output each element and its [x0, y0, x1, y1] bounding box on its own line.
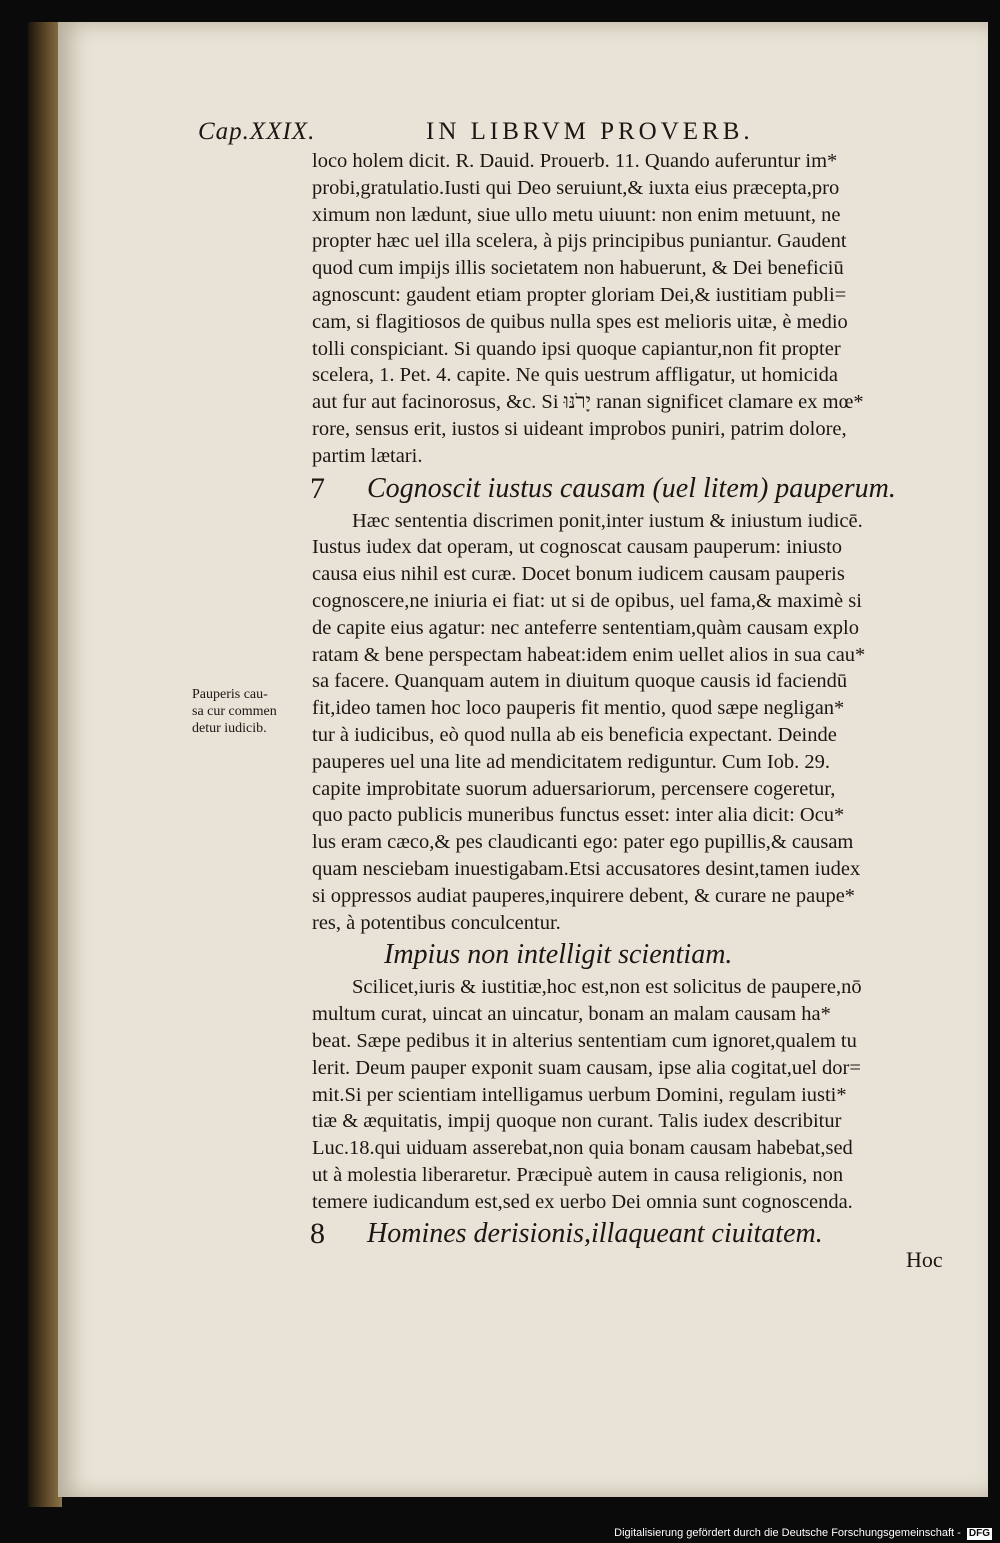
body-text [312, 148, 962, 1253]
margin-note-line: detur iudicib. [192, 721, 267, 736]
text-line: Scilicet,iuris & iustitiæ,hoc est,non est solicitus de paupere,nō [352, 976, 862, 999]
text-line: loco holem dicit. R. Dauid. Prouerb. 11. Quando auferuntur im* [312, 150, 838, 172]
margin-note-line: Pauperis cau- [192, 687, 268, 702]
text-line: cognoscere,ne iniuria ei fiat: ut si de opibus, uel fama,& maximè si [312, 589, 862, 612]
text-line: multum curat, uincat an uincatur, bonam an malam causam ha* [312, 1003, 831, 1026]
running-title: IN LIBRVM PROVERB. [426, 118, 754, 145]
dfg-logo: DFG [968, 1528, 990, 1539]
text-line: tolli conspiciant. Si quando ipsi quoque capiantur,non fit propter [312, 337, 841, 360]
chapter-label: Cap.XXIX. [198, 118, 316, 145]
text-line: probi,gratulatio.Iusti qui Deo seruiunt,& iuxta eius præcepta,pro [312, 176, 840, 199]
text-line: quam nesciebam inuestigabam.Etsi accusatores desint,tamen iudex [312, 857, 861, 880]
text-line: Hæc sententia discrimen ponit,inter iustum & iniustum iudicē. [352, 509, 863, 532]
text-line: cam, si flagitiosos de quibus nulla spes est melioris uitæ, è medio [312, 310, 848, 333]
text-line: res, à potentibus conculcentur. [312, 911, 561, 934]
text-line: pauperes uel una lite ad mendicitatem rediguntur. Cum Iob. 29. [312, 750, 831, 773]
margin-note [192, 686, 312, 737]
text-line: Luc.18.qui uiduam asserebat,non quia bonam causam habebat,sed [312, 1137, 853, 1160]
text-line: aut fur aut facinorosus, &c. Si יָרֹנּוּ ranan significet clamare ex mœ* [312, 391, 864, 414]
subheading: Impius non intelligit scientiam. [384, 939, 733, 971]
text-line: causa eius nihil est curæ. Docet bonum iudicem causam pauperis [312, 563, 845, 586]
text-line: tur à iudicibus, eò quod nulla ab eis beneficia expectant. Deinde [312, 723, 837, 746]
book-spine [28, 22, 62, 1507]
verse-heading [312, 1215, 962, 1253]
catchword: Hoc [906, 1247, 943, 1272]
text-line: beat. Sæpe pedibus it in alterius sententiam cum ignoret,qualem tu [312, 1029, 857, 1052]
verse-heading-text: Cognoscit iustus causam (uel litem) pauperum. [367, 472, 896, 504]
text-line: Iustus iudex dat operam, ut cognoscat causam pauperum: iniusto [312, 536, 843, 559]
text-line: ratam & bene perspectam habeat:idem enim uellet alios in sua cau* [312, 643, 866, 666]
text-line: agnoscunt: gaudent etiam propter gloriam Dei,& iustitiam publi= [312, 283, 847, 306]
text-line: lerit. Deum pauper exponit suam causam, ipse alia cogitat,uel dor= [312, 1056, 861, 1079]
text-line: fit,ideo tamen hoc loco pauperis fit mentio, quod sæpe negligan* [312, 697, 845, 720]
text-line: si oppressos audiat pauperes,inquirere debent, & curare ne paupe* [312, 884, 856, 907]
text-line: tiæ & æquitatis, impij quoque non curant. Talis iudex describitur [312, 1110, 842, 1133]
verse-number: 7 [310, 471, 325, 505]
text-line: ut à molestia liberaretur. Præcipuè autem in causa religionis, non [312, 1163, 844, 1186]
text-line: quo pacto publicis muneribus functus esset: inter alia dicit: Ocu* [312, 804, 845, 827]
verse-number: 8 [310, 1217, 325, 1251]
verse-heading-text: Homines derisionis,illaqueant ciuitatem. [367, 1218, 823, 1250]
text-line: ximum non lædunt, siue ullo metu uiuunt: non enim metuunt, ne [312, 203, 841, 226]
text-line: propter hæc uel illa scelera, à pijs principibus puniantur. Gaudent [312, 230, 847, 253]
text-line: de capite eius agatur: nec anteferre sententiam,quàm causam explo [312, 616, 859, 639]
text-line: sa facere. Quanquam autem in diuitum quoque causis id faciendū [312, 670, 848, 693]
text-line: rore, sensus erit, iustos si uideant improbos puniri, patrim dolore, [312, 417, 847, 440]
text-line: scelera, 1. Pet. 4. capite. Ne quis uestrum affligatur, ut homicida [312, 364, 838, 387]
text-line: quod cum impijs illis societatem non habuerunt, & Dei beneficiū [312, 257, 844, 280]
text-line: capite improbitate suorum aduersariorum, percensere cogeretur, [312, 777, 836, 800]
margin-note-line: sa cur commen [192, 704, 277, 719]
text-line: temere iudicandum est,sed ex uerbo Dei omnia sunt cognoscenda. [312, 1190, 853, 1213]
text-line: mit.Si per scientiam intelligamus uerbum Domini, regulam iusti* [312, 1083, 847, 1106]
credit-text: Digitalisierung gefördert durch die Deutsche Forschungsgemeinschaft - [614, 1527, 961, 1539]
text-line: lus eram cæco,& pes claudicanti ego: pater ego pupillis,& causam [312, 831, 854, 854]
text-line: partim lætari. [312, 444, 423, 467]
verse-heading [312, 470, 962, 508]
digitization-credit [608, 1525, 992, 1541]
